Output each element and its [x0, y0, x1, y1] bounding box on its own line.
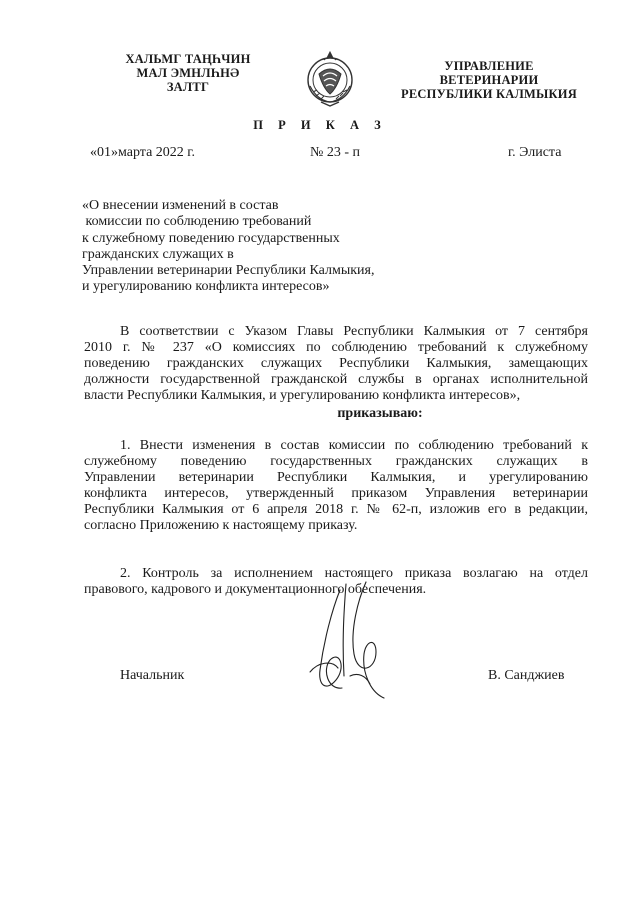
paragraph-line: правового, кадрового и документационного обеспечения.	[84, 582, 427, 597]
subject-line: «О внесении изменений в состав	[82, 198, 279, 213]
paragraph-line: В соответствии с Указом Главы Республики Калмыкия от 7 сентября	[120, 324, 588, 339]
handwritten-signature	[280, 580, 420, 710]
paragraph-line: 2010 г. № 237 «О комиссиях по соблюдению требований к служебному	[84, 340, 588, 355]
clause-1-paragraph	[84, 438, 588, 534]
preamble-paragraph	[84, 324, 588, 404]
paragraph-line: 1. Внести изменения в состав комиссии по соблюдению требований к	[120, 438, 588, 453]
order-title: П Р И К А З	[253, 118, 387, 132]
order-place: г. Элиста	[508, 145, 562, 160]
signatory-name: В. Санджиев	[488, 668, 565, 683]
paragraph-line: должности государственной гражданской службы в органах исполнительной	[84, 372, 588, 387]
subject-line: и урегулированию конфликта интересов»	[82, 279, 330, 295]
paragraph-line: согласно Приложению к настоящему приказу.	[84, 518, 358, 533]
header-right-line-1: УПРАВЛЕНИЕ	[444, 59, 534, 73]
order-directive-word: приказываю:	[337, 406, 423, 421]
order-date: «01»марта 2022 г.	[90, 145, 195, 160]
order-subject	[82, 198, 412, 296]
signatory-position: Начальник	[120, 668, 185, 683]
header-left-line-3: ЗАЛТГ	[166, 80, 210, 94]
header-right-line-2: ВЕТЕРИНАРИИ	[439, 73, 539, 87]
subject-line: Управлении ветеринарии Республики Калмыкия,	[82, 263, 375, 279]
header-right-line-3: РЕСПУБЛИКИ КАЛМЫКИЯ	[401, 87, 577, 101]
order-number: № 23 - п	[310, 145, 361, 160]
paragraph-line: конфликта интересов, утвержденный приказом Управления ветеринарии	[84, 486, 588, 501]
coat-of-arms-emblem	[297, 44, 363, 110]
subject-line: гражданских служащих в	[82, 246, 234, 262]
header-kalmyk-name	[108, 52, 268, 94]
paragraph-line: власти Республики Калмыкия, и урегулированию конфликта интересов»,	[84, 388, 521, 403]
subject-line: к служебному поведению государственных	[82, 230, 340, 246]
subject-line: комиссии по соблюдению требований	[82, 214, 312, 230]
paragraph-line: служебному поведению государственных гражданских служащих в	[84, 454, 588, 469]
header-russian-name	[392, 59, 586, 101]
paragraph-line: Республики Калмыкия от 6 апреля 2018 г. № 62-п, изложив его в редакции,	[84, 502, 588, 517]
header-left-line-1: ХАЛЬМГ ТАҢҺЧИН	[125, 52, 251, 66]
header-left-line-2: МАЛ ЭМНЛҺНӘ	[136, 66, 240, 80]
paragraph-line: поведению гражданских служащих Республики Калмыкия, замещающих	[84, 356, 588, 371]
paragraph-line: Управлении ветеринарии Республики Калмыкия, и урегулированию	[84, 470, 588, 485]
paragraph-line: 2. Контроль за исполнением настоящего приказа возлагаю на отдел	[120, 566, 588, 581]
